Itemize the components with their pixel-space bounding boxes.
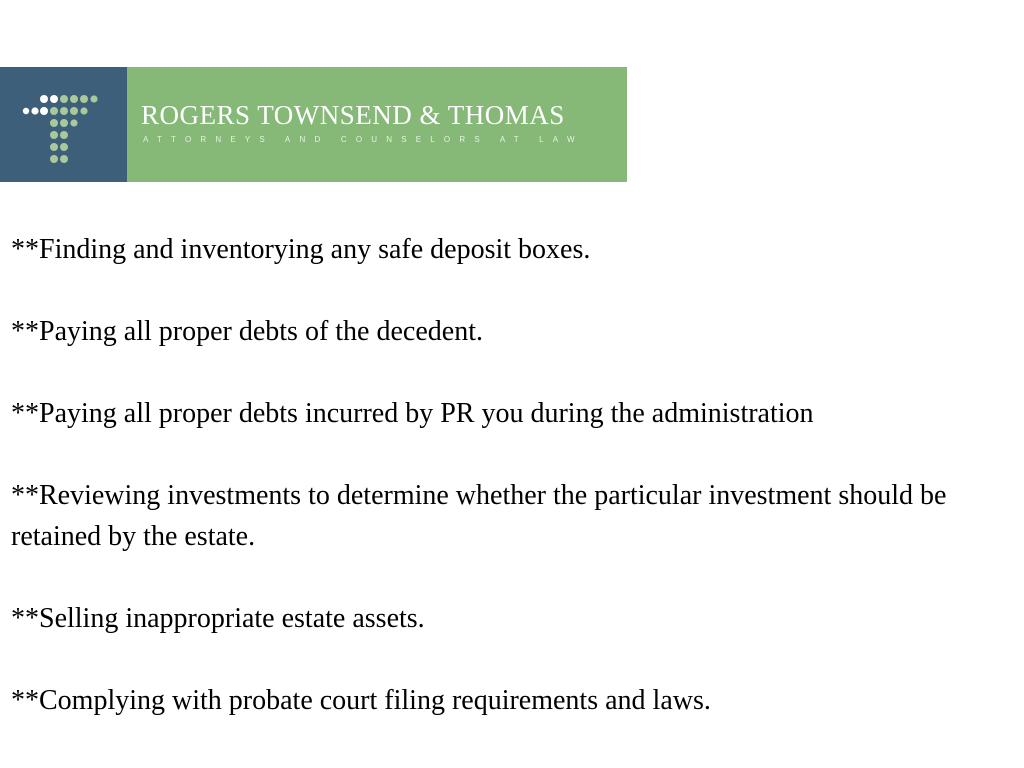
duty-list	[11, 229, 1016, 762]
list-item: **Paying all proper debts incurred by PR you during the administration	[11, 398, 814, 429]
list-item: **Finding and inventorying any safe deposit boxes.	[11, 234, 591, 265]
list-item: **Complying with probate court filing requirements and laws.	[11, 685, 711, 716]
firm-logo-text-area	[127, 67, 627, 182]
list-item: **Selling inappropriate estate assets.	[11, 603, 425, 634]
dotted-t-logo-icon	[0, 67, 127, 182]
firm-logo-banner	[0, 67, 627, 182]
firm-tagline: ATTORNEYS AND COUNSELORS AT LAW	[143, 135, 584, 144]
list-item: **Reviewing investments to determine whether the particular investment should be retained by the estate.	[11, 480, 947, 552]
list-item: **Paying all proper debts of the decedent.	[11, 316, 483, 347]
firm-logo-mark	[0, 67, 127, 182]
firm-name: ROGERS TOWNSEND & THOMAS	[141, 100, 565, 130]
